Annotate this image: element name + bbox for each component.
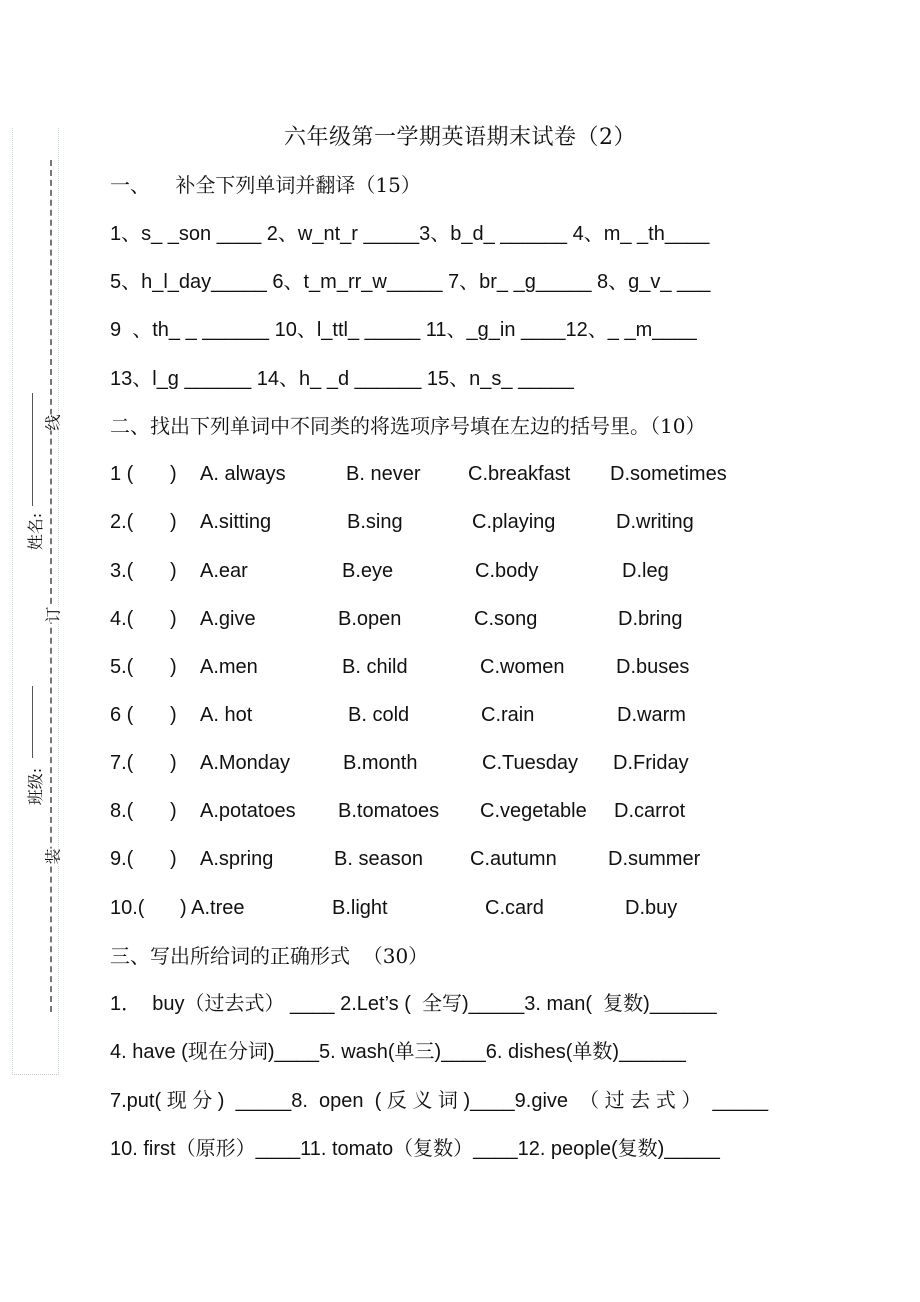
- question-number[interactable]: 10.(: [110, 897, 145, 919]
- section3-heading: 三、写出所给词的正确形式 （30）: [110, 944, 429, 968]
- question-row-10: [110, 894, 678, 922]
- option-a: ) A.tree: [180, 897, 245, 919]
- option-b: B. cold: [348, 704, 410, 726]
- section3-line-3: 7.put( 现 分 ) _____8. open ( 反 义 词 )____9.give （ 过 去 式 ） _____: [110, 1090, 769, 1112]
- answer-paren-close: ): [170, 848, 177, 870]
- option-c: C.breakfast: [468, 463, 571, 485]
- question-row-8: [110, 797, 686, 825]
- option-c: C.card: [485, 897, 544, 919]
- option-d: D.bring: [618, 608, 683, 630]
- question-number[interactable]: 2.(: [110, 511, 134, 533]
- question-row-1: [110, 460, 727, 488]
- answer-paren-close: ): [170, 608, 177, 630]
- section3-line-4: 10. first（原形）____11. tomato（复数）____12. people(复数)_____: [110, 1138, 720, 1160]
- order-mark: 订: [41, 606, 64, 622]
- question-number[interactable]: 6 (: [110, 704, 134, 726]
- class-fill-line[interactable]: [32, 686, 33, 758]
- question-number[interactable]: 3.(: [110, 560, 134, 582]
- option-d: D.Friday: [613, 752, 689, 774]
- answer-paren-close: ): [170, 560, 177, 582]
- name-fill-line[interactable]: [32, 393, 33, 506]
- section1-line-4: 13、l_g ______ 14、h_ _d ______ 15、n_s_ _____: [110, 368, 574, 390]
- option-d: D.writing: [616, 511, 694, 533]
- option-b: B.tomatoes: [338, 800, 440, 822]
- option-a: A. hot: [200, 704, 253, 726]
- option-c: C.vegetable: [480, 800, 587, 822]
- option-c: C.playing: [472, 511, 556, 533]
- section3-line-1: 1． buy（过去式） ____ 2.Let’s ( 全写)_____3. man( 复数)______: [110, 993, 717, 1015]
- option-d: D.carrot: [614, 800, 686, 822]
- question-row-5: [110, 653, 690, 681]
- answer-paren-close: ): [170, 752, 177, 774]
- question-number[interactable]: 9.(: [110, 848, 134, 870]
- option-d: D.leg: [622, 560, 669, 582]
- option-d: D.summer: [608, 848, 701, 870]
- answer-paren-close: ): [170, 511, 177, 533]
- option-d: D.buy: [625, 897, 678, 919]
- option-b: B.light: [332, 897, 388, 919]
- name-label: 姓名:: [23, 513, 46, 550]
- option-c: C.Tuesday: [482, 752, 578, 774]
- option-b: B. season: [334, 848, 423, 870]
- question-number[interactable]: 1 (: [110, 463, 134, 485]
- answer-paren-close: ): [170, 800, 177, 822]
- question-row-9: [110, 845, 701, 873]
- option-b: B. never: [346, 463, 421, 485]
- option-a: A.spring: [200, 848, 274, 870]
- option-c: C.body: [475, 560, 539, 582]
- option-a: A.give: [200, 608, 256, 630]
- question-number[interactable]: 4.(: [110, 608, 134, 630]
- question-number[interactable]: 8.(: [110, 800, 134, 822]
- line-mark: 线: [41, 414, 64, 430]
- section1-line-3: 9 、th_ _ ______ 10、l_ttl_ _____ 11、_g_in ____12、_ _m____: [110, 319, 697, 341]
- class-label: 班级:: [23, 768, 46, 805]
- option-b: B.month: [343, 752, 418, 774]
- bind-mark: 装: [41, 848, 64, 864]
- section3-line-2: 4. have (现在分词)____5. wash(单三)____6. dishes(单数)______: [110, 1041, 686, 1063]
- answer-paren-close: ): [170, 704, 177, 726]
- option-b: B. child: [342, 656, 408, 678]
- option-b: B.eye: [342, 560, 394, 582]
- cut-dashed-line: [50, 160, 52, 1012]
- option-c: C.song: [474, 608, 538, 630]
- question-row-6: [110, 701, 686, 729]
- question-number[interactable]: 5.(: [110, 656, 134, 678]
- section1-line-2: 5、h_l_day_____ 6、t_m_rr_w_____ 7、br_ _g_____ 8、g_v_ ___: [110, 271, 711, 293]
- option-a: A.Monday: [200, 752, 291, 774]
- option-b: B.open: [338, 608, 402, 630]
- question-row-3: [110, 557, 669, 585]
- answer-paren-close: ): [170, 463, 177, 485]
- question-number[interactable]: 7.(: [110, 752, 134, 774]
- answer-paren-close: ): [170, 656, 177, 678]
- option-d: D.buses: [616, 656, 690, 678]
- option-a: A.potatoes: [200, 800, 296, 822]
- option-d: D.sometimes: [610, 463, 727, 485]
- question-row-2: [110, 508, 694, 536]
- option-a: A.men: [200, 656, 258, 678]
- option-a: A.ear: [200, 560, 248, 582]
- option-a: A. always: [200, 463, 286, 485]
- option-c: C.women: [480, 656, 565, 678]
- section1-line-1: 1、s_ _son ____ 2、w_nt_r _____3、b_d_ ______ 4、m_ _th____: [110, 223, 710, 245]
- question-row-7: [110, 749, 689, 777]
- option-b: B.sing: [347, 511, 403, 533]
- section2-heading: 二、找出下列单词中不同类的将选项序号填在左边的括号里。（10）: [110, 414, 706, 438]
- option-c: C.rain: [481, 704, 535, 726]
- question-row-4: [110, 605, 683, 633]
- page-title: 六年级第一学期英语期末试卷（2）: [284, 125, 636, 150]
- option-c: C.autumn: [470, 848, 557, 870]
- option-a: A.sitting: [200, 511, 272, 533]
- option-d: D.warm: [617, 704, 686, 726]
- section1-heading: 一、 补全下列单词并翻译（15）: [110, 173, 421, 197]
